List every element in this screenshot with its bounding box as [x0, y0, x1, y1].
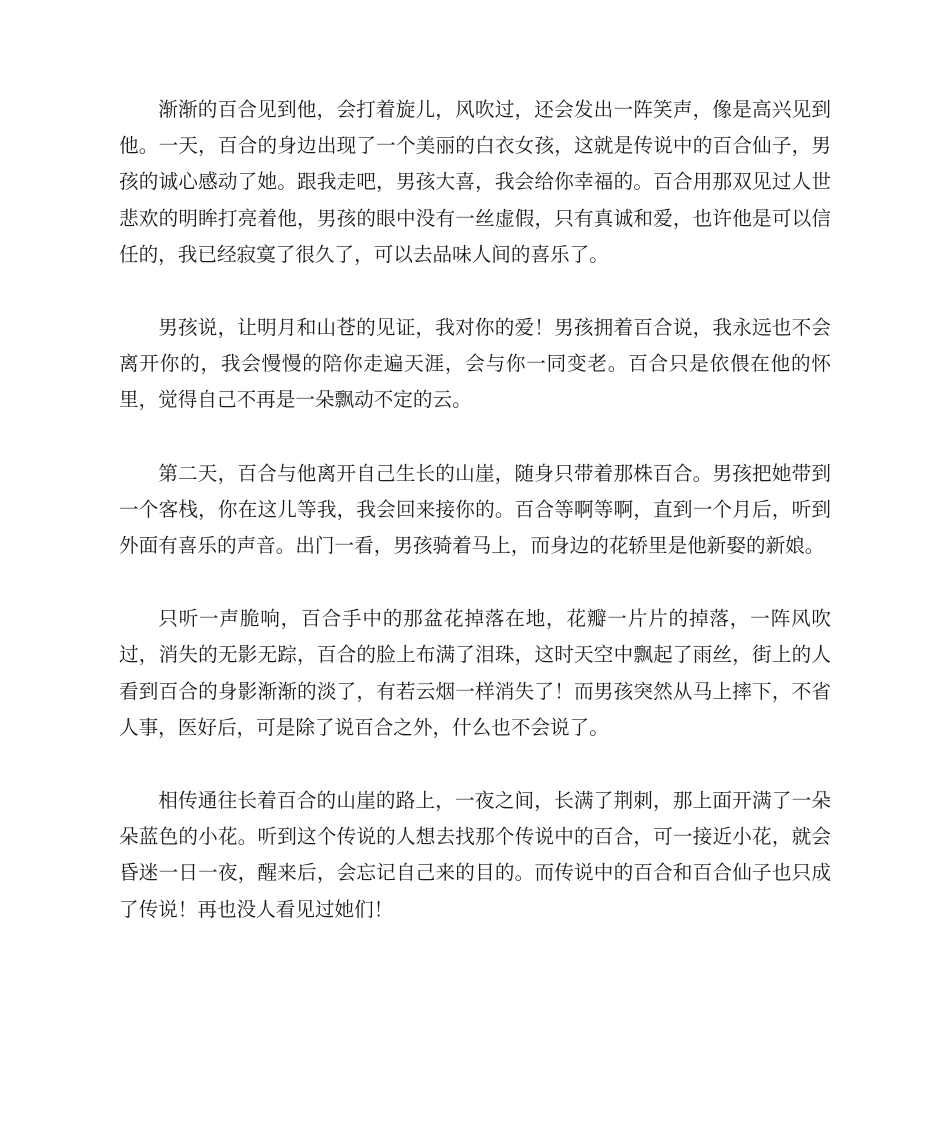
paragraph-5: 相传通往长着百合的山崖的路上，一夜之间，长满了荆刺，那上面开满了一朵朵蓝色的小花。听到这个传说的人想去找那个传说中的百合，可一接近小花，就会昏迷一日一夜，醒来后，会忘记自己来的目的。而传说中的百合和百合仙子也只成了传说！再也没人看见过她们！ [119, 789, 831, 921]
paragraph-1: 渐渐的百合见到他，会打着旋儿，风吹过，还会发出一阵笑声，像是高兴见到他。一天，百合的身边出现了一个美丽的白衣女孩，这就是传说中的百合仙子，男孩的诚心感动了她。跟我走吧，男孩大喜，我会给你幸福的。百合用那双见过人世悲欢的明眸打亮着他，男孩的眼中没有一丝虚假，只有真诚和爱，也许他是可以信任的，我已经寂寞了很久了，可以去品味人间的喜乐了。 [119, 98, 831, 266]
paragraph-4: 只听一声脆响，百合手中的那盆花掉落在地，花瓣一片片的掉落，一阵风吹过，消失的无影无踪，百合的脸上布满了泪珠，这时天空中飘起了雨丝，街上的人看到百合的身影渐渐的淡了，有若云烟一样消失了！而男孩突然从马上摔下，不省人事，医好后，可是除了说百合之外，什么也不会说了。 [119, 607, 831, 739]
document-page [119, 92, 831, 965]
paragraph-3: 第二天，百合与他离开自己生长的山崖，随身只带着那株百合。男孩把她带到一个客栈，你在这儿等我，我会回来接你的。百合等啊等啊，直到一个月后，听到外面有喜乐的声音。出门一看，男孩骑着马上，而身边的花轿里是他新娶的新娘。 [119, 461, 831, 558]
paragraph-2: 男孩说，让明月和山苍的见证，我对你的爱！男孩拥着百合说，我永远也不会离开你的，我会慢慢的陪你走遍天涯，会与你一同变老。百合只是依偎在他的怀里，觉得自己不再是一朵飘动不定的云。 [119, 316, 831, 412]
